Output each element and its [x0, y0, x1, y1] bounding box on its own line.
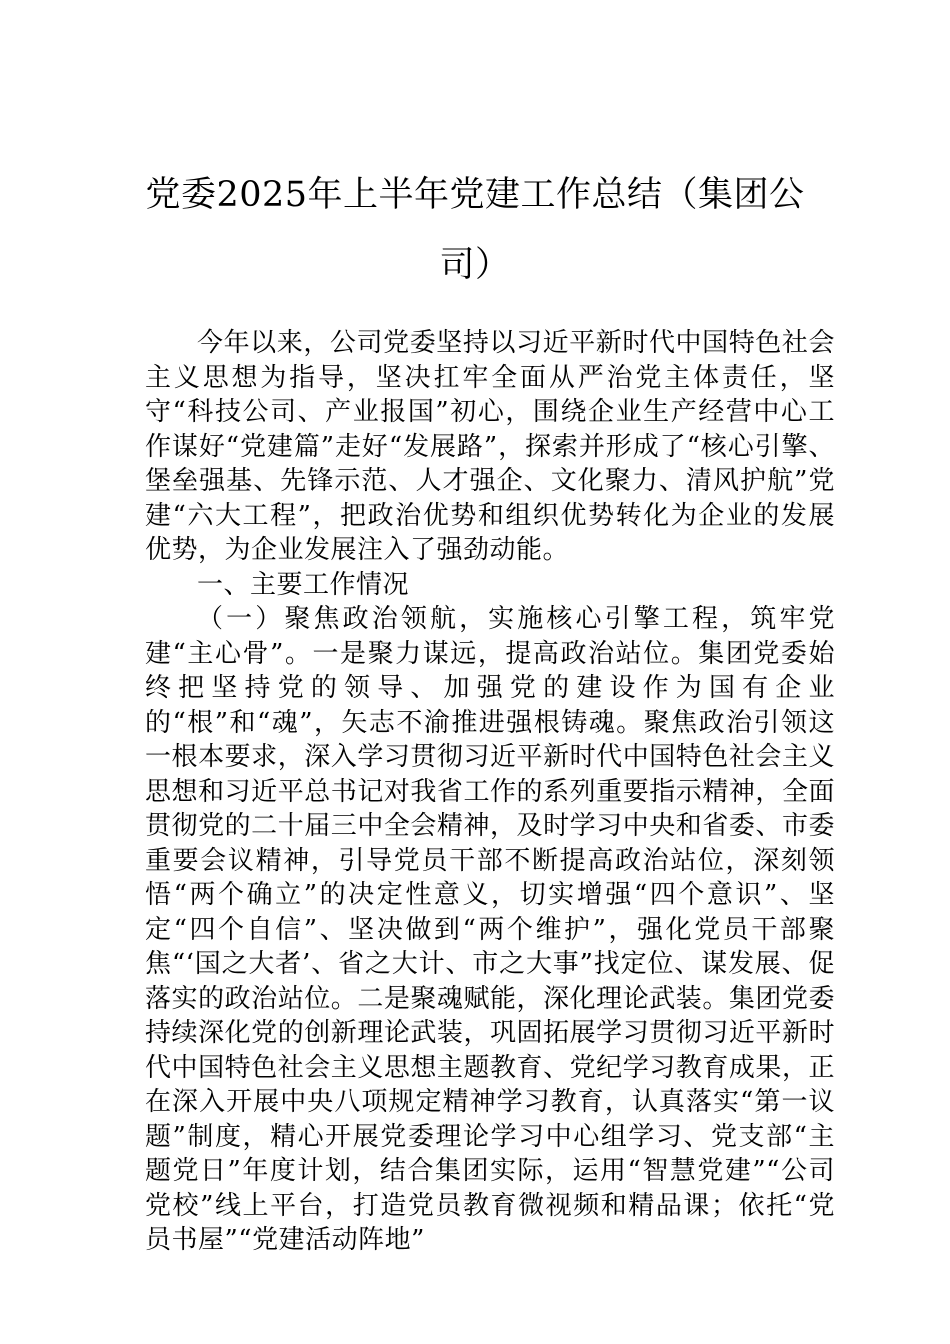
intro-paragraph: 今年以来，公司党委坚持以习近平新时代中国特色社会主义思想为指导，坚决扛牢全面从严治党主体责任，坚守“科技公司、产业报国”初心，围绕企业生产经营中心工作谋好“党建篇”走好“发展路”，探索并形成了“核心引擎、堡垒强基、先锋示范、人才强企、文化聚力、清风护航”党建“六大工程”，把政治优势和组织优势转化为企业的发展优势，为企业发展注入了强劲动能。 [145, 328, 835, 565]
section-paragraph: （一）聚焦政治领航，实施核心引擎工程，筑牢党建“主心骨”。一是聚力谋远，提高政治站位。集团党委始终把坚持党的领导、加强党的建设作为国有企业的“根”和“魂”，矢志不渝推进强根铸魂。聚焦政治引领这一根本要求，深入学习贯彻习近平新时代中国特色社会主义思想和习近平总书记对我省工作的系列重要指示精神，全面贯彻党的二十届三中全会精神，及时学习中央和省委、市委重要会议精神，引导党员干部不断提高政治站位，深刻领悟“两个确立”的决定性意义，切实增强“四个意识”、坚定“四个自信”、坚决做到“两个维护”，强化党员干部聚焦“‘国之大者’、省之大计、市之大事”找定位、谋发展、促落实的政治站位。二是聚魂赋能，深化理论武装。集团党委持续深化党的创新理论武装，巩固拓展学习贯彻习近平新时代中国特色社会主义思想主题教育、党纪学习教育成果，正在深入开展中央八项规定精神学习教育，认真落实“第一议题”制度，精心开展党委理论学习中心组学习、党支部“主题党日”年度计划，结合集团实际，运用“智慧党建”“公司党校”线上平台，打造党员教育微视频和精品课；依托“党员书屋”“党建活动阵地” [145, 604, 835, 1255]
document-title: 党委2025年上半年党建工作总结（集团公司） [145, 175, 805, 285]
section-heading: 一、主要工作情况 [197, 569, 410, 600]
document-body [145, 326, 835, 1258]
